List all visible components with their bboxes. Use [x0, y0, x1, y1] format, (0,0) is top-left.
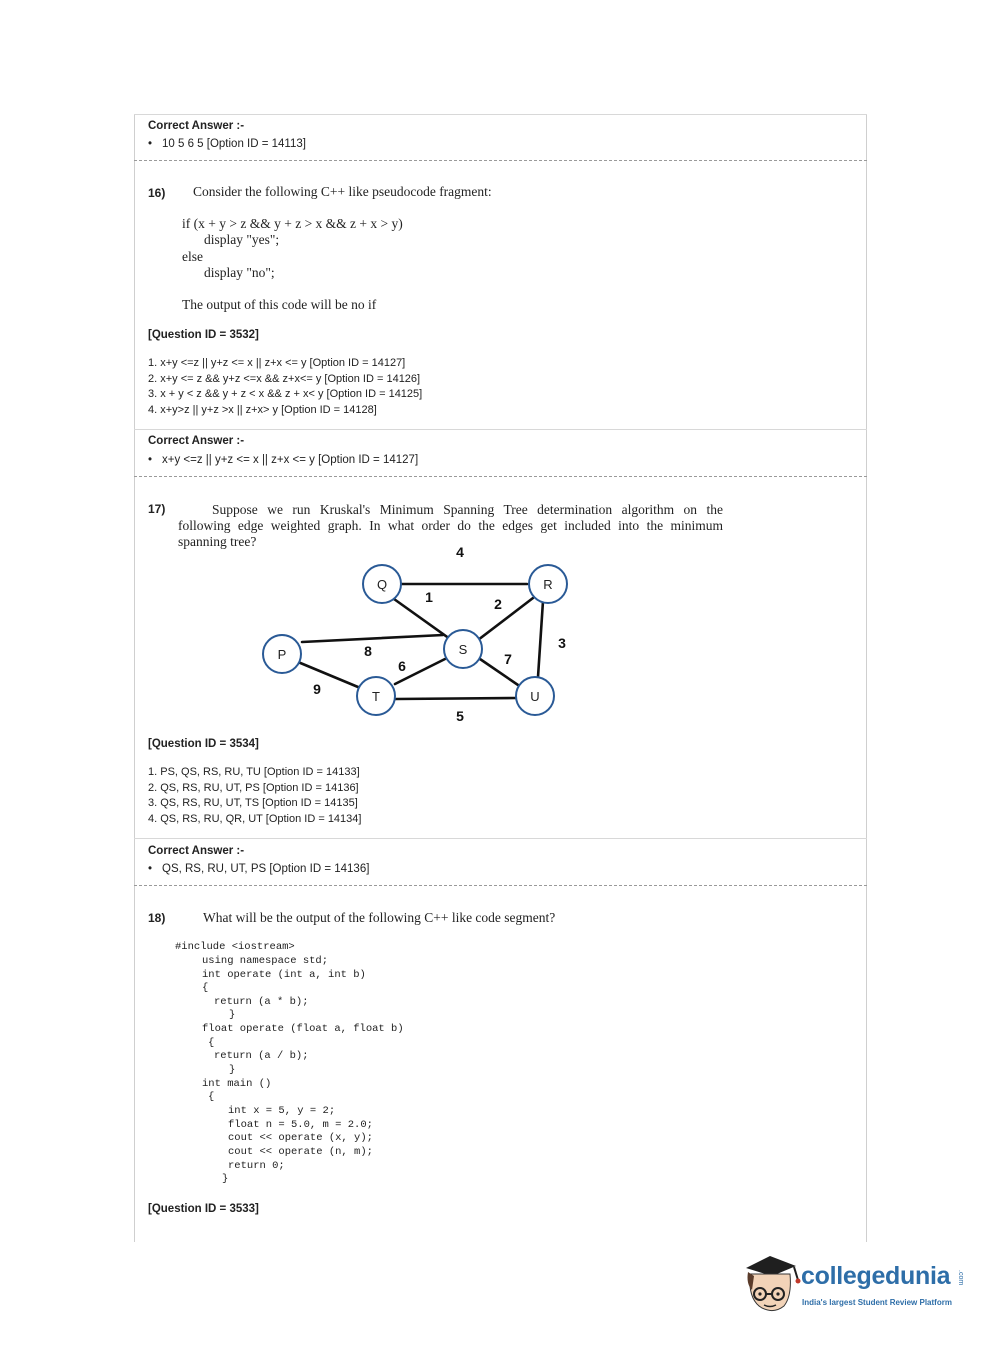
node-label-U: U	[530, 689, 540, 704]
code-line: }	[229, 1064, 236, 1076]
option-item: 3. x + y < z && y + z < x && z + x< y [Option ID = 14125]	[148, 388, 423, 400]
bullet: •	[148, 138, 153, 150]
node-label-R: R	[543, 577, 553, 592]
code-line: {	[208, 1037, 215, 1049]
code-line: }	[229, 1009, 236, 1021]
section-divider	[134, 885, 867, 886]
question-prompt-line: spanning tree?	[178, 534, 257, 549]
section-divider	[134, 476, 867, 477]
edge-weight-PS: 8	[364, 643, 372, 659]
edge-RU	[538, 601, 543, 677]
edge-PT	[298, 662, 358, 687]
brand-suffix: .com	[957, 1270, 964, 1286]
edge-PS	[302, 635, 443, 642]
option-item: 2. QS, RS, RU, UT, PS [Option ID = 14136]	[148, 781, 359, 794]
page-frame-left	[134, 114, 135, 1242]
brand-tagline: India's largest Student Review Platform	[802, 1298, 952, 1307]
code-line: return (a / b);	[214, 1050, 309, 1062]
bullet: •	[148, 454, 153, 466]
question-id: [Question ID = 3533]	[148, 1203, 259, 1215]
option-item: 3. QS, RS, RU, UT, TS [Option ID = 14135]	[148, 797, 358, 809]
correct-answer-line	[148, 863, 369, 875]
code-line: if (x + y > z && y + z > x && z + x > y)	[182, 216, 403, 231]
code-line: else	[182, 249, 203, 264]
node-label-Q: Q	[376, 577, 388, 592]
code-line: int main ()	[202, 1078, 272, 1090]
answer-divider	[134, 838, 867, 839]
options-list	[148, 765, 361, 827]
option-item: 1. PS, QS, RS, RU, TU [Option ID = 14133]	[148, 766, 360, 778]
correct-answer-line	[148, 138, 306, 150]
top-border	[134, 114, 867, 115]
code-line: display "no";	[204, 265, 275, 280]
correct-answer-title: Correct Answer :-	[148, 845, 245, 857]
question-number: 17)	[148, 502, 166, 516]
edge-weight-SU: 7	[504, 651, 512, 667]
edge-weight-RU: 3	[558, 635, 566, 651]
question-prompt: What will be the output of the following C++ like code segment?	[203, 910, 556, 925]
edge-RS	[478, 598, 533, 640]
code-line: float n = 5.0, m = 2.0;	[228, 1119, 373, 1131]
weighted-graph	[240, 536, 600, 726]
correct-answer-title: Correct Answer :-	[148, 120, 245, 132]
node-label-S: S	[458, 642, 468, 657]
correct-answer-title: Correct Answer :-	[148, 435, 245, 447]
code-line: cout << operate (n, m);	[228, 1146, 373, 1158]
question-prompt-line: following edge weighted graph. In what order do the edges get included into the minimum	[178, 518, 723, 533]
brand-name: collegedunia	[801, 1262, 951, 1290]
code-line: display "yes";	[204, 232, 280, 247]
question-number: 16)	[148, 186, 166, 200]
edge-weight-RS: 2	[494, 596, 502, 612]
code-line: {	[202, 982, 209, 994]
question-prompt-line: Suppose we run Kruskal's Minimum Spanning Tree determination algorithm on the	[212, 502, 723, 517]
correct-answer-line	[148, 454, 418, 466]
page-frame-right	[866, 114, 867, 1242]
option-item: 4. QS, RS, RU, QR, UT [Option ID = 14134]	[148, 812, 362, 825]
options-list	[148, 356, 422, 418]
question-id: [Question ID = 3534]	[148, 738, 259, 750]
code-line: return (a * b);	[214, 996, 309, 1008]
edge-SU	[480, 659, 518, 685]
question-tail: The output of this code will be no if	[182, 297, 377, 312]
code-line: int operate (int a, int b)	[202, 969, 366, 981]
edge-weight-TS: 6	[398, 658, 406, 674]
edge-weight-TU: 5	[456, 708, 464, 724]
code-line: {	[208, 1091, 215, 1103]
bullet: •	[148, 863, 153, 875]
node-label-P: P	[277, 647, 287, 662]
code-line: }	[222, 1173, 229, 1185]
edge-QS	[394, 599, 450, 639]
code-line: using namespace std;	[202, 955, 329, 967]
node-label-T: T	[372, 689, 380, 704]
section-divider	[134, 160, 867, 161]
question-id: [Question ID = 3532]	[148, 329, 259, 341]
code-line: cout << operate (x, y);	[228, 1132, 373, 1144]
option-item: 2. x+y <= z && y+z <=x && z+x<= y [Option ID = 14126]	[148, 372, 421, 385]
edge-weight-PT: 9	[313, 681, 321, 697]
edge-TU	[396, 698, 516, 699]
question-number: 18)	[148, 911, 166, 925]
code-line: float operate (float a, float b)	[202, 1023, 404, 1035]
question-prompt: Consider the following C++ like pseudocode fragment:	[193, 184, 492, 199]
answer-divider	[134, 429, 867, 430]
code-line: return 0;	[228, 1160, 285, 1172]
edge-weight-QR: 4	[456, 544, 464, 560]
option-item: 1. x+y <=z || y+z <= x || z+x <= y [Option ID = 14127]	[148, 357, 406, 369]
correct-answer-text: QS, RS, RU, UT, PS [Option ID = 14136]	[162, 863, 370, 875]
edge-weight-QS: 1	[425, 589, 433, 605]
correct-answer-text: 10 5 6 5 [Option ID = 14113]	[162, 138, 306, 150]
mascot-icon	[740, 1250, 802, 1318]
option-item: 4. x+y>z || y+z >x || z+x> y [Option ID = 14128]	[148, 403, 377, 416]
correct-answer-text: x+y <=z || y+z <= x || z+x <= y [Option ID = 14127]	[162, 454, 419, 466]
code-line: int x = 5, y = 2;	[228, 1105, 336, 1117]
code-line: #include <iostream>	[175, 941, 295, 953]
